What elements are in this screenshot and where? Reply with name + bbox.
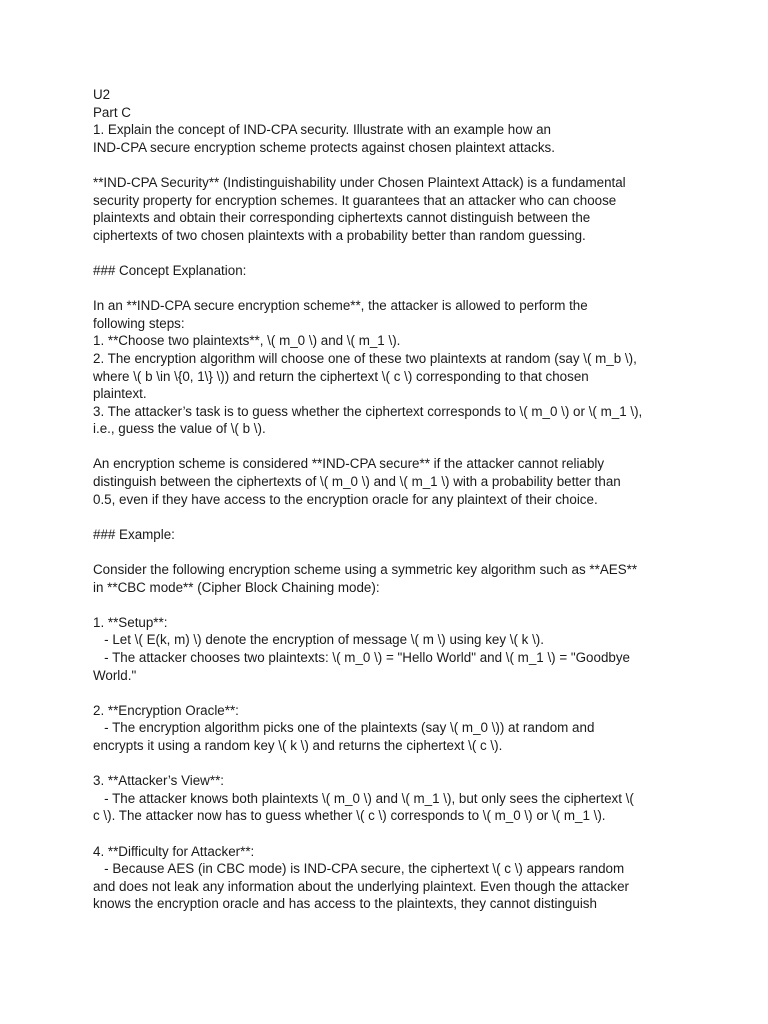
- definition-line: **IND-CPA Security** (Indistinguishability under Chosen Plaintext Attack) is a fundamental: [93, 174, 626, 190]
- concept-step: i.e., guess the value of \( b \).: [93, 421, 266, 437]
- concept-step: 3. The attacker’s task is to guess whether the ciphertext corresponds to \( m_0 \) or \( m_1 \),: [93, 403, 643, 419]
- definition-line: plaintexts and obtain their corresponding ciphertexts cannot distinguish between the: [93, 210, 591, 226]
- example-step-line: - The encryption algorithm picks one of the plaintexts (say \( m_0 \)) at random and: [93, 720, 595, 736]
- concept-step: where \( b \in \{0, 1\} \)) and return the ciphertext \( c \) corresponding to that chosen: [93, 368, 589, 384]
- section-heading: ### Concept Explanation:: [93, 262, 247, 278]
- paragraph-gap: [93, 684, 693, 702]
- section-heading: ### Example:: [93, 526, 175, 542]
- example-intro-line: Consider the following encryption scheme using a symmetric key algorithm such as **AES**: [93, 562, 638, 578]
- example-step-line: knows the encryption oracle and has access to the plaintexts, they cannot distinguish: [93, 896, 597, 912]
- example-step-line: World.": [93, 667, 137, 683]
- paragraph-gap: [93, 596, 693, 614]
- example-step-title: 1. **Setup**:: [93, 614, 168, 630]
- paragraph-gap: [93, 543, 693, 561]
- definition-line: ciphertexts of two chosen plaintexts with a probability better than random guessing.: [93, 227, 586, 243]
- concept-step: 2. The encryption algorithm will choose one of these two plaintexts at random (say \( m_b \),: [93, 350, 637, 366]
- concept-summary-line: 0.5, even if they have access to the encryption oracle for any plaintext of their choice.: [93, 491, 598, 507]
- example-step-line: and does not leak any information about the underlying plaintext. Even though the attacker: [93, 878, 629, 894]
- paragraph-gap: [93, 755, 693, 773]
- example-step-line: - The attacker chooses two plaintexts: \( m_0 \) = "Hello World" and \( m_1 \) = "Goodbye: [93, 650, 630, 665]
- paragraph-gap: [93, 280, 693, 298]
- concept-summary-line: distinguish between the ciphertexts of \( m_0 \) and \( m_1 \) with a probability better than: [93, 474, 621, 490]
- paragraph-gap: [93, 156, 693, 174]
- concept-line: following steps:: [93, 315, 185, 331]
- example-step-line: encrypts it using a random key \( k \) and returns the ciphertext \( c \).: [93, 737, 503, 753]
- example-step-title: 2. **Encryption Oracle**:: [93, 702, 239, 718]
- example-step-line: c \). The attacker now has to guess whether \( c \) corresponds to \( m_0 \) or \( m_1 \).: [93, 808, 606, 824]
- part-label: Part C: [93, 104, 131, 120]
- concept-line: In an **IND-CPA secure encryption scheme**, the attacker is allowed to perform the: [93, 298, 588, 314]
- concept-step: plaintext.: [93, 386, 147, 402]
- paragraph-gap: [93, 825, 693, 843]
- example-step-line: - Because AES (in CBC mode) is IND-CPA secure, the ciphertext \( c \) appears random: [93, 861, 625, 877]
- concept-step: 1. **Choose two plaintexts**, \( m_0 \) and \( m_1 \).: [93, 333, 401, 349]
- question-line: IND-CPA secure encryption scheme protects against chosen plaintext attacks.: [93, 139, 555, 155]
- definition-line: security property for encryption schemes. It guarantees that an attacker who can choose: [93, 192, 617, 208]
- paragraph-gap: [93, 244, 693, 262]
- unit-label: U2: [93, 87, 111, 102]
- example-step-line: - The attacker knows both plaintexts \( m_0 \) and \( m_1 \), but only sees the ciphertext \(: [93, 790, 634, 806]
- paragraph-gap: [93, 508, 693, 526]
- concept-summary-line: An encryption scheme is considered **IND-CPA secure** if the attacker cannot reliably: [93, 456, 605, 472]
- example-step-title: 3. **Attacker’s View**:: [93, 773, 224, 789]
- document-body: [93, 86, 693, 913]
- question-line: 1. Explain the concept of IND-CPA security. Illustrate with an example how an: [93, 122, 551, 138]
- example-step-line: - Let \( E(k, m) \) denote the encryption of message \( m \) using key \( k \).: [93, 632, 544, 648]
- example-step-title: 4. **Difficulty for Attacker**:: [93, 843, 255, 859]
- example-intro-line: in **CBC mode** (Cipher Block Chaining mode):: [93, 579, 380, 595]
- paragraph-gap: [93, 438, 693, 456]
